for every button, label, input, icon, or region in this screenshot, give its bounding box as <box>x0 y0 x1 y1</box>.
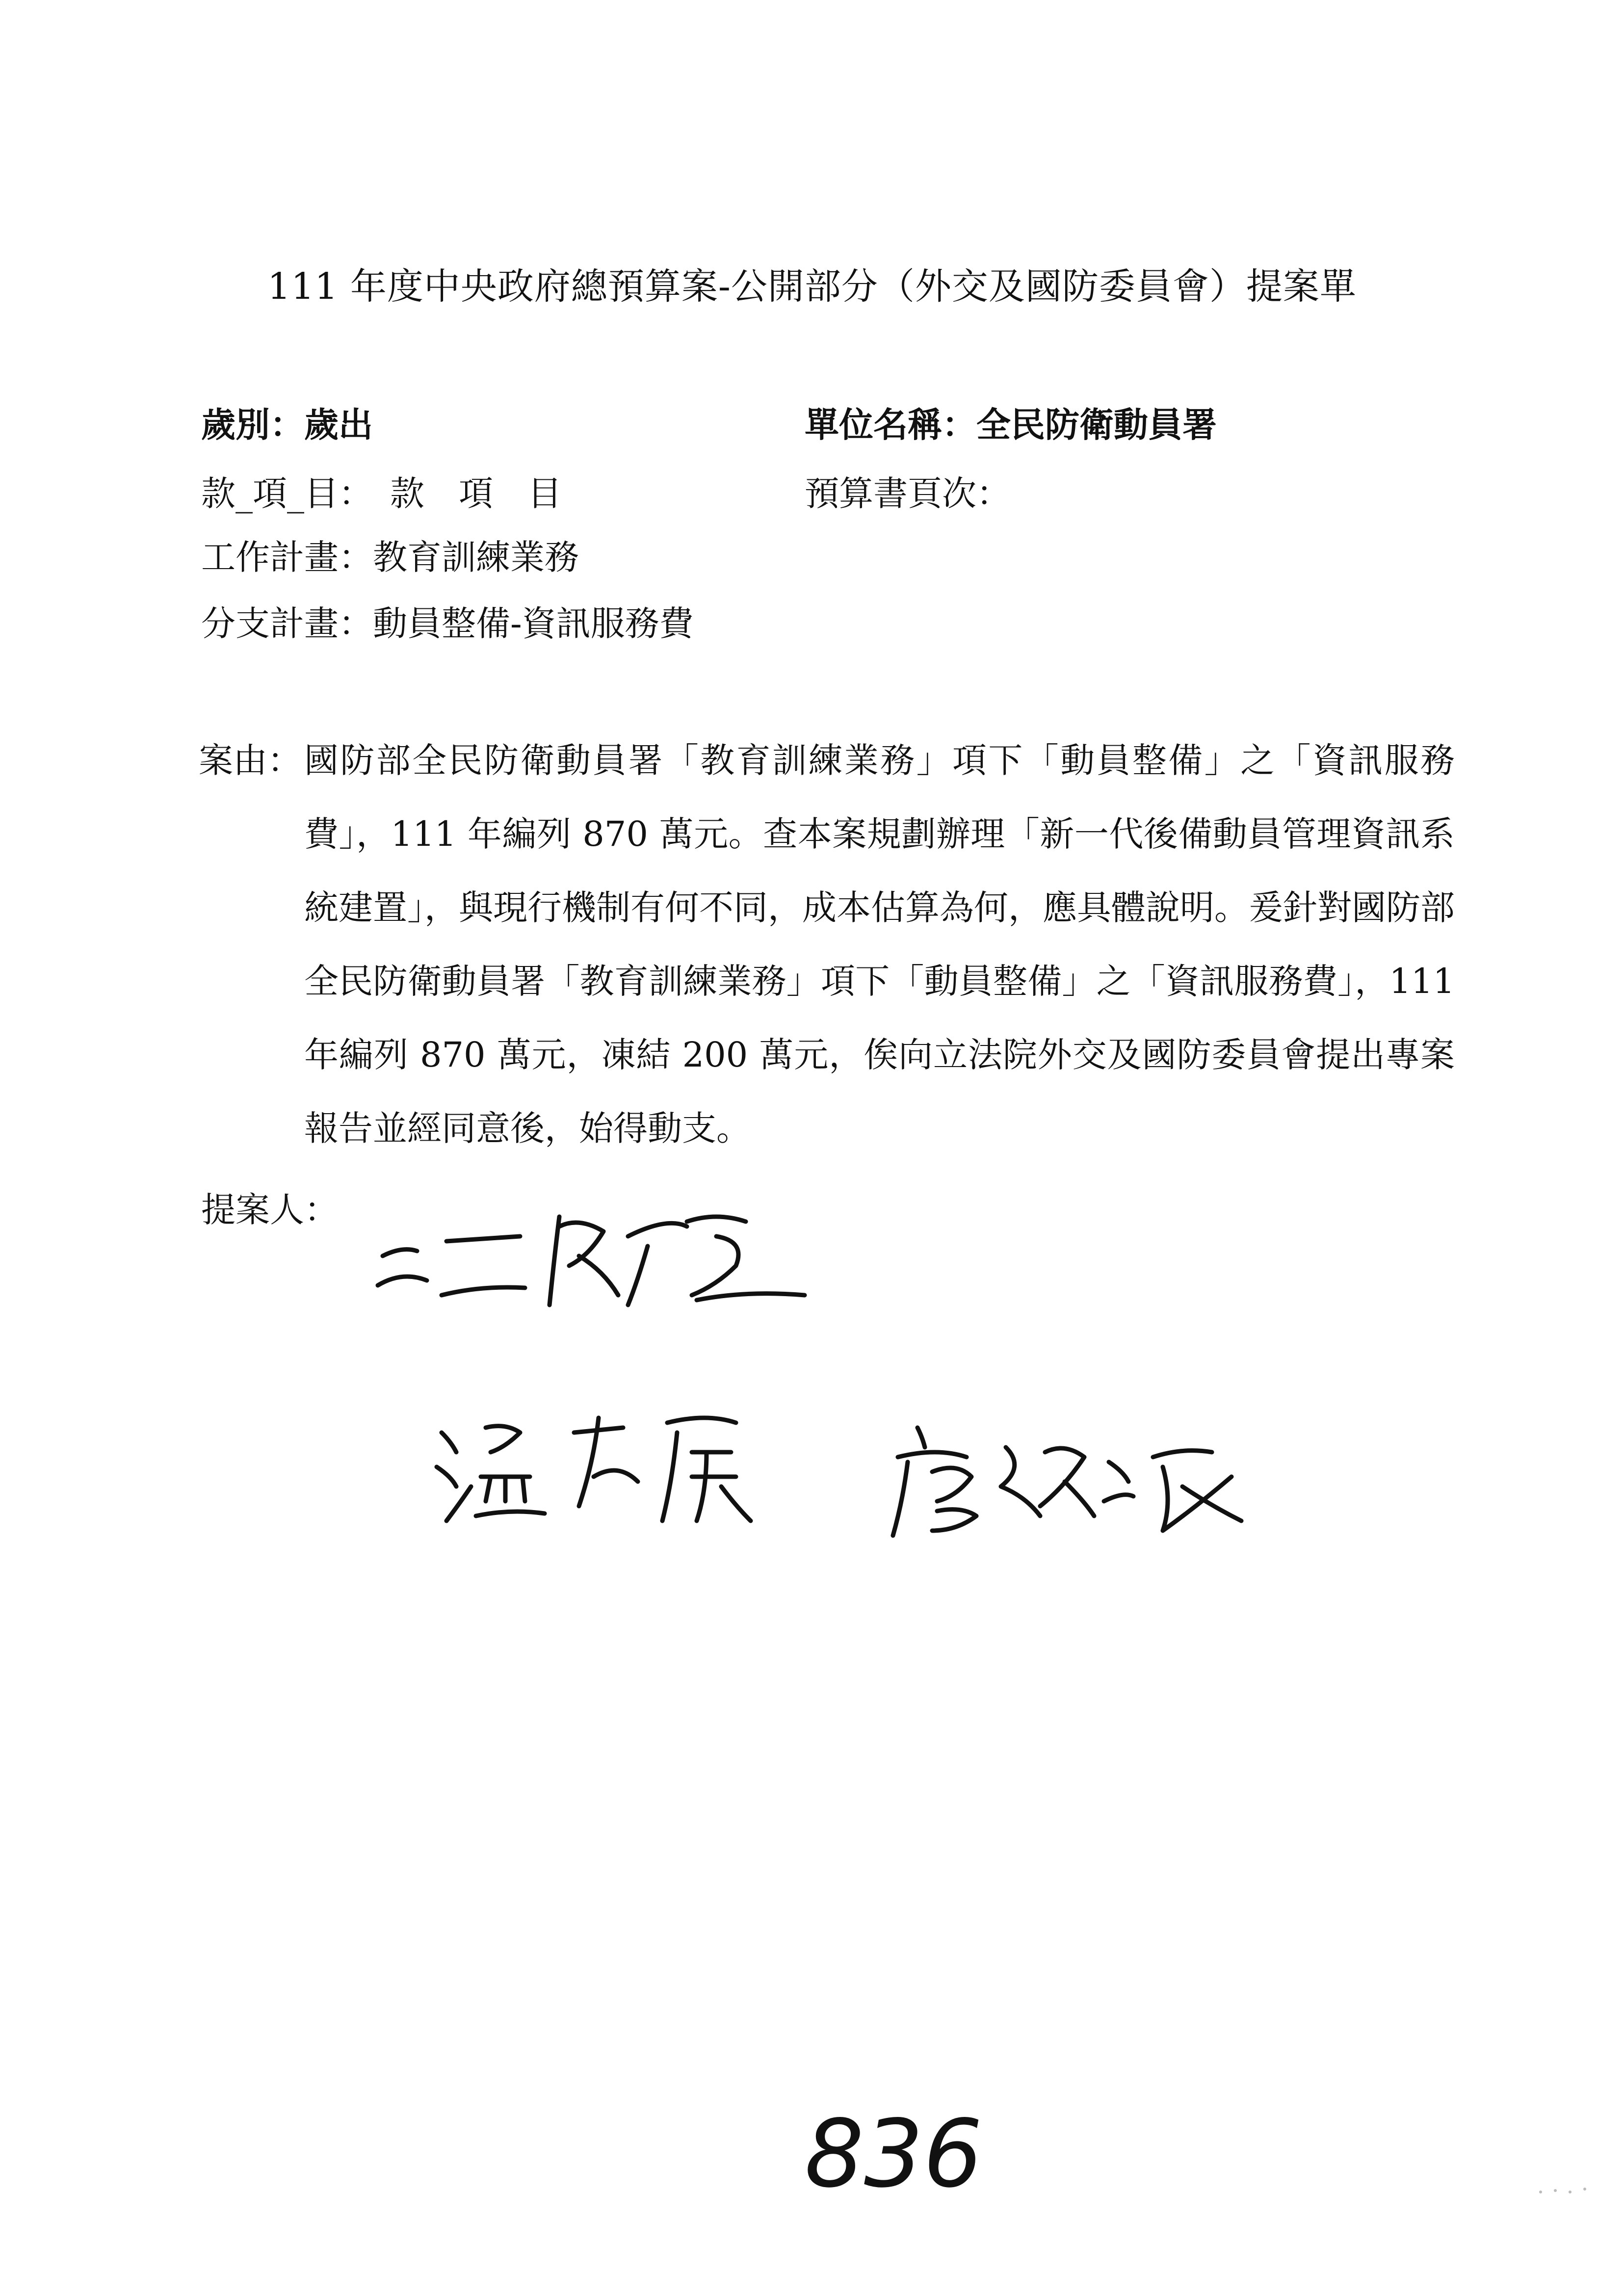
scan-artifact <box>1536 2183 1595 2198</box>
unit-name: 單位名稱：全民防衛動員署 <box>805 404 1217 445</box>
reason-text: 國防部全民防衛動員署「教育訓練業務」項下「動員整備」之「資訊服務費」，111 年編列 870 萬元。查本案規劃辦理「新一代後備動員管理資訊系統建置」，與現行機制有何不同，成本估算為何，應具體說明。爰針對國防部全民防衛動員署「教育訓練業務」項下「動員整備」之「資訊服務費」，111 年編列 870 萬元，凍結 200 萬元，俟向立法院外交及國防委員會提出專案報告並經同意後，始得動支。 <box>304 740 1455 1148</box>
signature-2 <box>432 1403 824 1531</box>
branch-plan: 分支計畫：動員整備-資訊服務費 <box>201 603 694 644</box>
year-category: 歲別：歲出 <box>201 404 373 445</box>
signature-1 <box>373 1197 864 1320</box>
reason-section <box>199 724 1455 1165</box>
work-plan: 工作計畫：教育訓練業務 <box>201 537 579 577</box>
proposer-label: 提案人： <box>201 1190 339 1230</box>
page-number: 836 <box>805 2100 983 2208</box>
reason-label: 案由： <box>199 740 302 781</box>
document-title: 111 年度中央政府總預算案-公開部分（外交及國防委員會）提案單 <box>267 265 1357 308</box>
signature-3 <box>878 1418 1271 1545</box>
budget-page: 預算書頁次： <box>805 473 1011 514</box>
budget-item: 款_項_目： 款 項 目 <box>201 473 562 514</box>
